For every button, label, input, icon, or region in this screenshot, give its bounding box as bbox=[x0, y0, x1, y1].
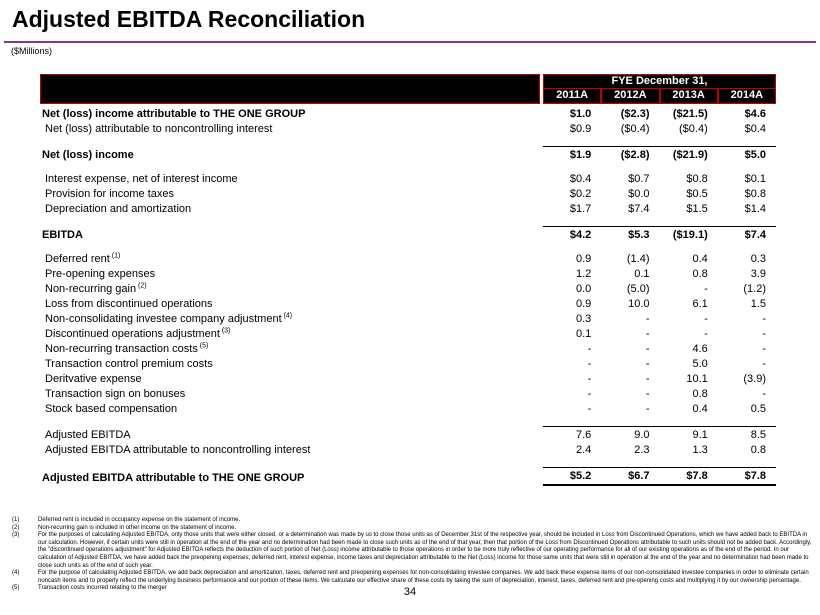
footnote-item bbox=[12, 517, 814, 525]
row-value: - bbox=[587, 343, 592, 355]
row-value: - bbox=[762, 358, 766, 370]
row-value: (1.4) bbox=[626, 253, 650, 265]
footnote-marker: (2) bbox=[12, 524, 20, 531]
row-label: Non-recurring transaction costs $^{(5)}$ bbox=[45, 342, 209, 355]
row-value: $4.2 bbox=[569, 229, 592, 241]
row-values bbox=[543, 172, 776, 187]
row-value: $1.5 bbox=[686, 203, 708, 215]
row-value: 8.5 bbox=[750, 429, 766, 441]
table-row bbox=[40, 402, 776, 417]
row-value: 9.0 bbox=[634, 429, 650, 441]
row-label: Stock based compensation bbox=[45, 403, 178, 415]
footnote-ref: (3) bbox=[219, 327, 231, 335]
row-value: 0.9 bbox=[575, 298, 592, 310]
row-value: 0.8 bbox=[750, 444, 766, 456]
row-value: ($0.4) bbox=[679, 123, 708, 135]
row-value: ($21.5) bbox=[672, 108, 708, 120]
row-values bbox=[543, 107, 776, 122]
row-value: 0.8 bbox=[692, 388, 708, 400]
row-value: $0.1 bbox=[744, 173, 766, 185]
row-value: - bbox=[645, 358, 650, 370]
row-value: 0.1 bbox=[634, 268, 650, 280]
row-values bbox=[543, 202, 776, 217]
footnote-text: Deferred rent is included in occupancy expense on the statement of income. bbox=[38, 517, 241, 523]
row-value: $1.7 bbox=[569, 203, 592, 215]
row-label: Depreciation and amortization bbox=[45, 203, 192, 215]
row-value: 2.3 bbox=[634, 444, 650, 456]
row-label: Net (loss) income attributable to THE ONE GROUP bbox=[42, 108, 306, 120]
row-value: 0.9 bbox=[575, 253, 592, 265]
row-values bbox=[543, 402, 776, 417]
row-label: Net (loss) attributable to noncontrolling interest bbox=[45, 123, 273, 135]
row-value: $0.2 bbox=[569, 188, 592, 200]
reconciliation-table bbox=[40, 74, 776, 486]
row-label: Pre-opening expenses bbox=[45, 268, 156, 280]
table-row bbox=[40, 467, 776, 486]
row-value: 2.4 bbox=[575, 444, 592, 456]
table-row bbox=[40, 342, 776, 357]
row-value: $5.0 bbox=[744, 149, 766, 161]
row-value: - bbox=[645, 343, 650, 355]
row-values bbox=[543, 282, 776, 297]
row-value: 7.6 bbox=[575, 429, 592, 441]
row-label: Deferred rent $^{(1)}$ bbox=[45, 252, 121, 265]
row-value: $5.3 bbox=[628, 229, 650, 241]
table-row bbox=[40, 252, 776, 267]
column-header-years-block bbox=[543, 74, 776, 104]
row-value: $0.9 bbox=[569, 123, 592, 135]
row-label: Deritvative expense bbox=[45, 373, 142, 385]
row-value: $0.0 bbox=[628, 188, 650, 200]
row-value: - bbox=[762, 343, 766, 355]
row-value: $6.7 bbox=[628, 470, 650, 482]
column-header-spacer bbox=[40, 74, 540, 104]
row-label: Adjusted EBITDA attributable to THE ONE GROUP bbox=[42, 472, 305, 484]
row-value: $1.4 bbox=[744, 203, 766, 215]
row-value: $0.5 bbox=[686, 188, 708, 200]
footnote-ref: (4) bbox=[281, 312, 293, 320]
table-row bbox=[40, 312, 776, 327]
row-value: 0.3 bbox=[575, 313, 592, 325]
row-spacer bbox=[40, 417, 776, 426]
row-value: - bbox=[704, 313, 708, 325]
row-value: $0.4 bbox=[744, 123, 766, 135]
row-value: ($21.9) bbox=[672, 149, 708, 161]
year-column-header: 2012A bbox=[601, 89, 659, 104]
row-value: - bbox=[587, 388, 592, 400]
table-row bbox=[40, 187, 776, 202]
row-label: Discontinued operations adjustment $^{(3)}$ bbox=[45, 327, 231, 340]
row-label: Non-consolidating investee company adjustment $^{(4)}$ bbox=[45, 312, 293, 325]
footnotes bbox=[12, 517, 814, 593]
table-row bbox=[40, 297, 776, 312]
row-value: $0.8 bbox=[686, 173, 708, 185]
row-values bbox=[543, 252, 776, 267]
row-label: Net (loss) income bbox=[42, 149, 134, 161]
table-row bbox=[40, 202, 776, 217]
row-value: - bbox=[587, 403, 592, 415]
row-value: 0.8 bbox=[692, 268, 708, 280]
row-value: $0.4 bbox=[569, 173, 592, 185]
footnote-item bbox=[12, 532, 814, 570]
row-values bbox=[543, 342, 776, 357]
table-row bbox=[40, 146, 776, 163]
row-value: - bbox=[762, 388, 766, 400]
footnote-item bbox=[12, 525, 814, 533]
row-label: Adjusted EBITDA attributable to noncontrolling interest bbox=[45, 444, 311, 456]
row-values bbox=[543, 146, 776, 163]
row-value: 0.4 bbox=[692, 253, 708, 265]
row-value: 0.3 bbox=[750, 253, 766, 265]
footnote-ref: (1) bbox=[109, 252, 121, 260]
row-label: Transaction sign on bonuses bbox=[45, 388, 186, 400]
row-value: (1.2) bbox=[743, 283, 766, 295]
row-label: Non-recurring gain $^{(2)}$ bbox=[45, 282, 147, 295]
row-value: 6.1 bbox=[692, 298, 708, 310]
row-spacer bbox=[40, 137, 776, 146]
row-value: $7.4 bbox=[628, 203, 650, 215]
row-value: - bbox=[645, 388, 650, 400]
row-value: - bbox=[762, 313, 766, 325]
row-label: Loss from discontinued operations bbox=[45, 298, 213, 310]
row-value: - bbox=[645, 313, 650, 325]
row-label: Interest expense, net of interest income bbox=[45, 173, 238, 185]
row-values bbox=[543, 327, 776, 342]
row-value: 4.6 bbox=[692, 343, 708, 355]
row-value: 1.5 bbox=[750, 298, 766, 310]
row-value: - bbox=[762, 328, 766, 340]
row-values bbox=[543, 297, 776, 312]
footnote-text: Non-recurring gain is included in other income on the statement of income. bbox=[38, 524, 237, 531]
year-column-header: 2013A bbox=[660, 89, 718, 104]
row-value: 0.5 bbox=[750, 403, 766, 415]
table-body bbox=[40, 107, 776, 486]
row-value: - bbox=[645, 373, 650, 385]
table-header bbox=[40, 74, 776, 104]
table-row bbox=[40, 226, 776, 243]
row-value: ($2.8) bbox=[620, 149, 650, 161]
row-value: 0.1 bbox=[575, 328, 592, 340]
footnote-marker: (5) bbox=[12, 585, 20, 592]
table-row bbox=[40, 172, 776, 187]
row-label: EBITDA bbox=[42, 229, 83, 241]
row-spacer bbox=[40, 217, 776, 226]
footnote-ref: (2) bbox=[136, 282, 147, 290]
row-label: Transaction control premium costs bbox=[45, 358, 213, 370]
row-value: 1.2 bbox=[575, 268, 592, 280]
row-values bbox=[543, 312, 776, 327]
table-row bbox=[40, 282, 776, 297]
footnote-text: For the purposes of calculating Adjusted EBITDA, only those units that were either closed, or a determination was made by us to close those units as of December 31st of the respective year, should be included in Loss from Discontinued Operations, which we have added back to EBITDA in our calculation. However, if certain units were still in operation at the end of the year and no determination had been made to close such units as of the end of that year, then that portion of the Loss from Discontinued Operations attributable to such units should not be added back. Accordingly, the "discontinued operations adjustment" for Adjusted EBITDA reflects the deduction of such portion of Net (Loss) income attributable to those operations in order to be more truly reflective of our operating performance for all of our existing operations as of the end of the period. In our calculation of Adjusted EBITDA, we have added back the preopening expenses, deferred rent, interest expense, income taxes and depreciation attributable to the Net (Loss) income for those same units that were still in operation at the end of the year and no determination had been made to close such units as of the end of such year. bbox=[38, 532, 812, 569]
row-value: $7.8 bbox=[744, 470, 766, 482]
table-row bbox=[40, 122, 776, 137]
row-value: ($19.1) bbox=[672, 229, 708, 241]
row-value: - bbox=[587, 358, 592, 370]
row-value: $5.2 bbox=[569, 470, 592, 482]
table-row bbox=[40, 426, 776, 443]
year-column-header: 2011A bbox=[543, 89, 601, 104]
table-row bbox=[40, 443, 776, 458]
row-spacer bbox=[40, 458, 776, 467]
row-values bbox=[543, 426, 776, 443]
footnote-text: Transaction costs incurred relating to the merger bbox=[38, 585, 167, 592]
row-value: 0.4 bbox=[692, 403, 708, 415]
table-row bbox=[40, 107, 776, 122]
page-title: Adjusted EBITDA Reconciliation bbox=[12, 6, 366, 32]
row-value: - bbox=[645, 328, 650, 340]
row-value: (5.0) bbox=[626, 283, 650, 295]
row-value: - bbox=[704, 283, 708, 295]
footnote-marker: (3) bbox=[12, 532, 20, 539]
table-row bbox=[40, 372, 776, 387]
row-value: $4.6 bbox=[744, 108, 766, 120]
row-value: 5.0 bbox=[692, 358, 708, 370]
row-values bbox=[543, 467, 776, 486]
row-value: $1.0 bbox=[569, 108, 592, 120]
row-spacer bbox=[40, 163, 776, 172]
row-value: ($2.3) bbox=[620, 108, 650, 120]
row-values bbox=[543, 267, 776, 282]
year-column-header: 2014A bbox=[718, 89, 776, 104]
row-value: 10.1 bbox=[686, 373, 708, 385]
row-value: 9.1 bbox=[692, 429, 708, 441]
row-values bbox=[543, 357, 776, 372]
table-year-cells bbox=[543, 89, 776, 104]
page-number: 34 bbox=[403, 586, 417, 598]
row-label: Provision for income taxes bbox=[45, 188, 174, 200]
table-row bbox=[40, 267, 776, 282]
row-value: $7.8 bbox=[686, 470, 708, 482]
units-label: ($Millions) bbox=[11, 46, 53, 56]
row-value: $7.4 bbox=[744, 229, 766, 241]
row-value: 3.9 bbox=[750, 268, 766, 280]
row-values bbox=[543, 387, 776, 402]
table-row bbox=[40, 387, 776, 402]
row-value: - bbox=[645, 403, 650, 415]
row-value: $0.7 bbox=[628, 173, 650, 185]
footnote-ref: (5) bbox=[197, 342, 209, 350]
table-row bbox=[40, 327, 776, 342]
row-value: $1.9 bbox=[569, 149, 592, 161]
row-values bbox=[543, 226, 776, 243]
row-values bbox=[543, 372, 776, 387]
table-row bbox=[40, 357, 776, 372]
row-label: Adjusted EBITDA bbox=[45, 429, 131, 441]
row-value: 0.0 bbox=[575, 283, 592, 295]
footnote-item bbox=[12, 570, 814, 585]
row-value: 10.0 bbox=[628, 298, 650, 310]
title-underline bbox=[4, 41, 816, 43]
row-value: - bbox=[704, 328, 708, 340]
footnote-text: For the purpose of calculating Adjusted EBITDA, we add back depreciation and amortization, taxes, deferred rent and preopening expenses for non-consolidating investee companies. We add back these expense items of our non-consolidated investee companies in order to eliminate certain noncash items and to properly reflect the underlying business performance and our portion of these items. We calculate our effective share of these costs by taking the sum of depreciation, interest, taxes, deferred rent and pre-opening costs and multiplying it by our ownership percentage. bbox=[38, 570, 809, 584]
footnote-marker: (1) bbox=[12, 517, 20, 523]
row-values bbox=[543, 122, 776, 137]
footnote-marker: (4) bbox=[12, 570, 20, 577]
row-value: ($0.4) bbox=[620, 123, 650, 135]
row-value: - bbox=[587, 373, 592, 385]
row-value: $0.8 bbox=[744, 188, 766, 200]
row-values bbox=[543, 443, 776, 458]
fye-group-header: FYE December 31, bbox=[543, 74, 776, 89]
row-values bbox=[543, 187, 776, 202]
row-value: (3.9) bbox=[743, 373, 766, 385]
row-value: 1.3 bbox=[692, 444, 708, 456]
row-spacer bbox=[40, 243, 776, 252]
